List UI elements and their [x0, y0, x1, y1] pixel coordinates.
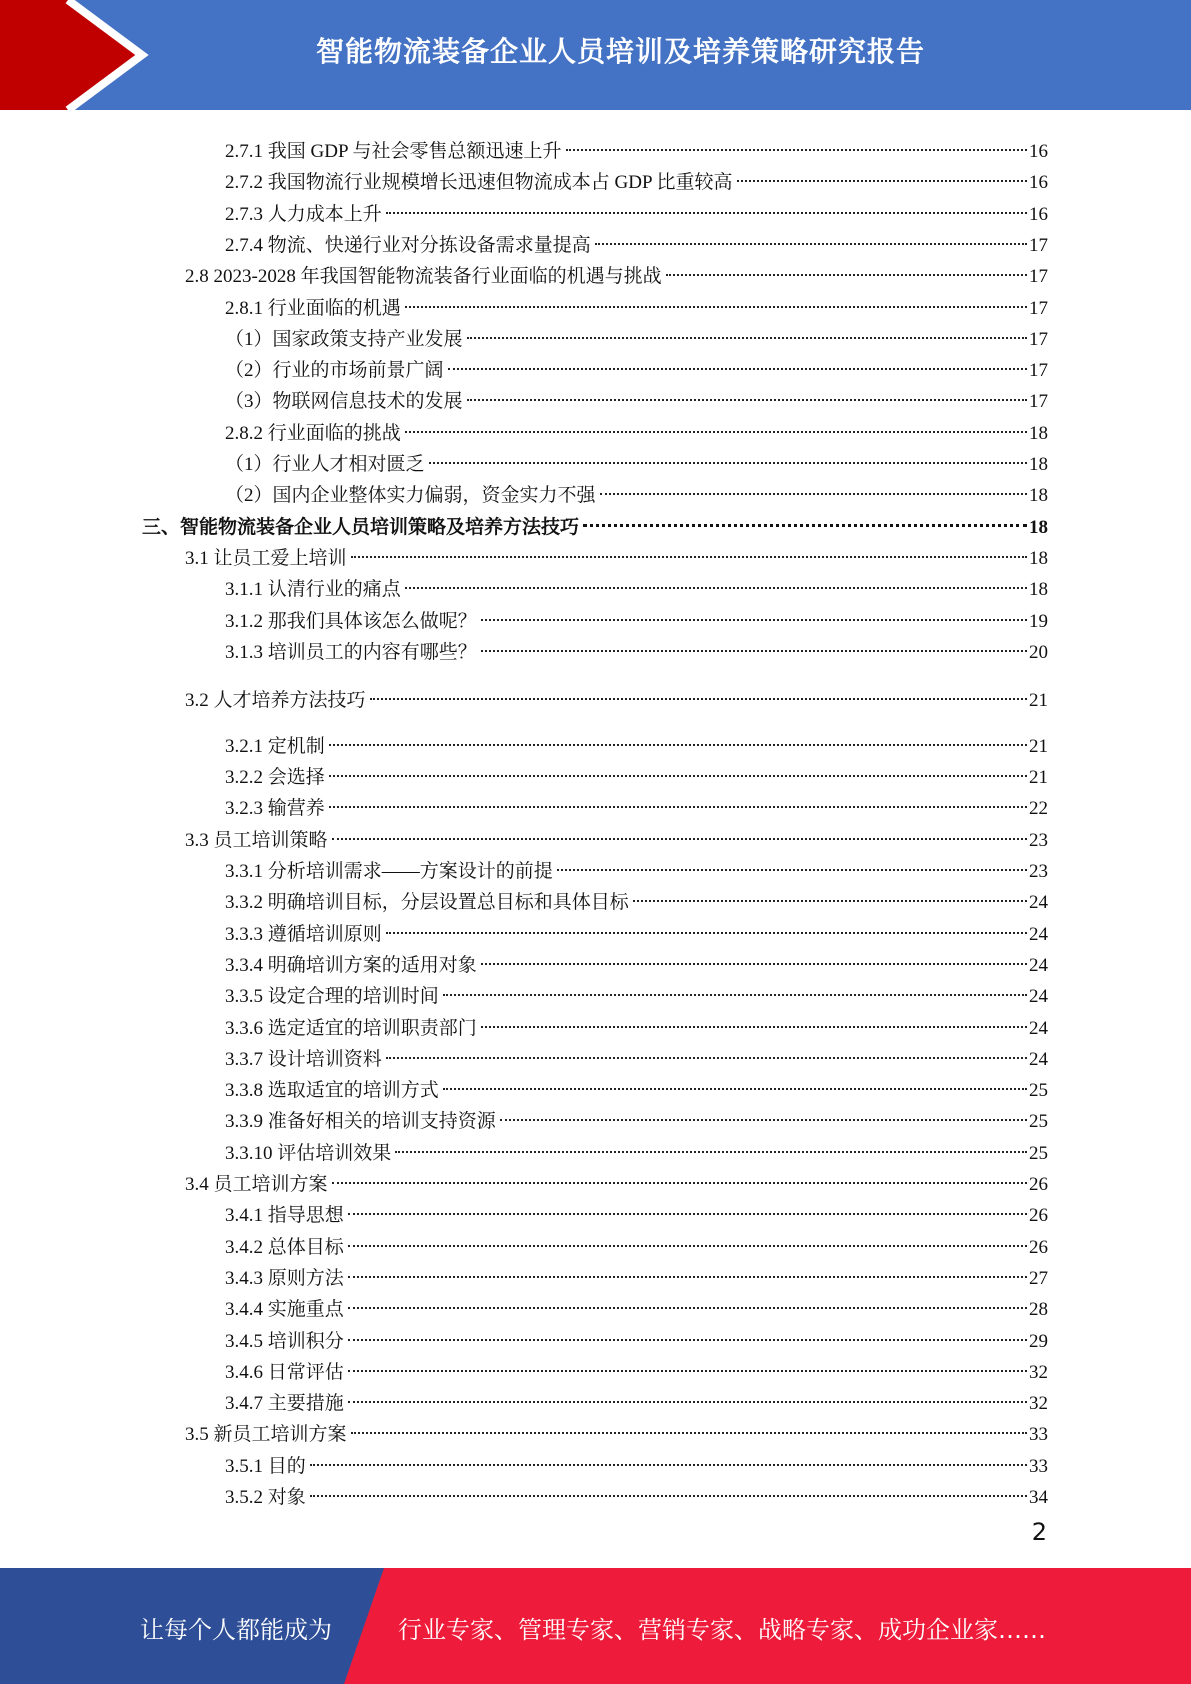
toc-entry-title: 3.2.3 输营养 — [225, 798, 325, 820]
toc-entry[interactable] — [225, 377, 1048, 413]
toc-entry[interactable] — [225, 315, 1048, 350]
toc-entry-page: 17 — [1029, 391, 1048, 413]
toc-entry[interactable] — [225, 1097, 1048, 1133]
toc-entry-title: 3.3.7 设计培训资料 — [225, 1048, 382, 1070]
toc-entry-page: 18 — [1029, 547, 1048, 569]
toc-entry[interactable] — [225, 1066, 1048, 1102]
toc-entry-page: 29 — [1029, 1330, 1048, 1352]
toc-dot-leader — [310, 1442, 1027, 1472]
toc-entry[interactable] — [225, 878, 1048, 914]
toc-dot-leader — [348, 1285, 1027, 1315]
toc-dot-leader — [448, 346, 1027, 376]
toc-dot-leader — [633, 878, 1027, 908]
toc-entry-title: 3.5 新员工培训方案 — [185, 1424, 347, 1446]
toc-entry[interactable] — [225, 628, 1048, 663]
toc-entry[interactable] — [225, 1348, 1048, 1383]
toc-entry[interactable] — [225, 471, 1048, 507]
toc-entry[interactable] — [225, 1442, 1048, 1477]
toc-dot-leader — [481, 941, 1027, 971]
toc-dot-leader — [386, 190, 1027, 220]
toc-entry-page: 26 — [1029, 1205, 1048, 1227]
toc-entry[interactable] — [225, 1317, 1048, 1352]
toc-dot-leader — [348, 1348, 1027, 1378]
toc-entry[interactable] — [225, 409, 1048, 444]
toc-entry-page: 21 — [1029, 735, 1048, 757]
report-header — [0, 0, 1191, 110]
toc-entry[interactable] — [225, 1379, 1048, 1415]
page-number: 2 — [1031, 1518, 1047, 1546]
toc-entry-title: （3）物联网信息技术的发展 — [225, 391, 463, 413]
toc-entry-title: 3.3.8 选取适宜的培训方式 — [225, 1080, 439, 1102]
slogan-footer — [0, 1568, 1191, 1684]
report-title: 智能物流装备企业人员培训及培养策略研究报告 — [315, 35, 925, 68]
toc-dot-leader — [370, 676, 1027, 706]
toc-entry-page: 25 — [1029, 1111, 1048, 1133]
toc-entry-page: 16 — [1029, 203, 1048, 225]
toc-dot-leader — [467, 315, 1027, 345]
toc-entry-title: 3.5.2 对象 — [225, 1487, 306, 1508]
toc-entry[interactable] — [185, 1160, 1048, 1195]
toc-entry-title: 2.7.4 物流、快递行业对分拣设备需求量提高 — [225, 234, 591, 256]
toc-entry-title: 3.3.5 设定合理的培训时间 — [225, 986, 439, 1008]
toc-dot-leader — [329, 784, 1027, 814]
toc-dot-leader — [405, 565, 1027, 595]
toc-entry[interactable] — [225, 1285, 1048, 1321]
toc-entry[interactable] — [225, 127, 1048, 162]
toc-entry-title: 2.7.1 我国 GDP 与社会零售总额迅速上升 — [225, 141, 562, 162]
toc-entry-page: 21 — [1029, 767, 1048, 789]
toc-dot-leader — [467, 377, 1027, 407]
toc-entry[interactable] — [225, 972, 1048, 1008]
toc-entry-title: 三、智能物流装备企业人员培训策略及培养方法技巧 — [142, 516, 580, 538]
toc-entry-title: 3.4.4 实施重点 — [225, 1299, 344, 1321]
toc-dot-leader — [348, 1223, 1027, 1253]
toc-entry-page: 17 — [1029, 360, 1048, 382]
toc-dot-leader — [481, 597, 1027, 627]
toc-entry-title: 3.5.1 目的 — [225, 1455, 306, 1477]
toc-dot-leader — [351, 534, 1027, 564]
toc-entry[interactable] — [185, 252, 1048, 288]
toc-entry[interactable] — [225, 158, 1048, 194]
toc-dot-leader — [666, 252, 1027, 282]
toc-entry-title: 3.4 员工培训方案 — [185, 1174, 328, 1195]
toc-entry-title: 3.2 人才培养方法技巧 — [185, 689, 366, 711]
toc-entry-page: 32 — [1029, 1393, 1048, 1415]
toc-entry-page: 33 — [1029, 1455, 1048, 1477]
toc-entry[interactable] — [185, 1410, 1048, 1446]
toc-dot-leader — [443, 972, 1027, 1002]
toc-entry[interactable] — [225, 753, 1048, 789]
toc-dot-leader — [429, 440, 1027, 470]
toc-dot-leader — [351, 1410, 1027, 1440]
toc-entry[interactable] — [185, 534, 1048, 569]
toc-entry[interactable] — [225, 910, 1048, 945]
toc-entry-page: 26 — [1029, 1174, 1048, 1195]
toc-dot-leader — [329, 753, 1027, 783]
toc-entry-page: 25 — [1029, 1080, 1048, 1102]
toc-entry[interactable] — [225, 1191, 1048, 1227]
toc-entry-title: 3.3.4 明确培训方案的适用对象 — [225, 954, 477, 976]
toc-entry[interactable] — [225, 1004, 1048, 1039]
toc-entry[interactable] — [225, 221, 1048, 256]
toc-entry-title: 3.1.2 那我们具体该怎么做呢？ — [225, 610, 477, 632]
toc-entry-page: 16 — [1029, 172, 1048, 194]
toc-entry-page: 17 — [1029, 266, 1048, 288]
toc-dot-leader — [595, 221, 1027, 251]
toc-entry-page: 20 — [1029, 641, 1048, 663]
toc-dot-leader — [348, 1379, 1027, 1409]
toc-entry-title: 2.7.2 我国物流行业规模增长迅速但物流成本占 GDP 比重较高 — [225, 172, 733, 194]
toc-entry-title: （1）行业人才相对匮乏 — [225, 454, 425, 475]
toc-entry-title: 3.3 员工培训策略 — [185, 829, 328, 851]
toc-entry-title: 3.3.9 准备好相关的培训支持资源 — [225, 1111, 496, 1133]
toc-entry-title: 3.2.1 定机制 — [225, 735, 325, 757]
toc-entry[interactable] — [225, 1223, 1048, 1258]
toc-dot-leader — [310, 1473, 1027, 1503]
toc-entry[interactable] — [225, 722, 1048, 757]
toc-entry-title: 2.8.1 行业面临的机遇 — [225, 297, 401, 319]
toc-dot-leader — [600, 471, 1027, 501]
toc-entry-page: 18 — [1029, 454, 1048, 475]
toc-entry-page: 26 — [1029, 1236, 1048, 1258]
toc-entry-page: 24 — [1029, 892, 1048, 914]
toc-dot-leader — [583, 503, 1027, 533]
toc-entry-title: 3.2.2 会选择 — [225, 767, 325, 789]
toc-dot-leader — [386, 910, 1027, 940]
toc-dot-leader — [348, 1317, 1027, 1347]
toc-entry-page: 23 — [1029, 829, 1048, 851]
toc-dot-leader — [557, 847, 1027, 877]
toc-entry-title: 3.4.5 培训积分 — [225, 1330, 344, 1352]
footer-slogan-prefix: 让每个人都能成为 — [140, 1616, 332, 1644]
toc-entry-title: （2）行业的市场前景广阔 — [225, 360, 444, 382]
toc-entry-page: 27 — [1029, 1267, 1048, 1289]
toc-entry-title: 3.4.3 原则方法 — [225, 1267, 344, 1289]
toc-entry-page: 23 — [1029, 861, 1048, 882]
toc-entry[interactable] — [225, 346, 1048, 382]
toc-entry[interactable] — [185, 676, 1048, 711]
toc-entry-title: （1）国家政策支持产业发展 — [225, 328, 463, 350]
toc-entry-page: 19 — [1029, 610, 1048, 632]
footer-slogan-roles: 行业专家、管理专家、营销专家、战略专家、成功企业家…… — [398, 1616, 1046, 1644]
toc-entry-page: 33 — [1029, 1424, 1048, 1446]
toc-entry-title: 3.3.6 选定适宜的培训职责部门 — [225, 1017, 477, 1039]
toc-entry[interactable] — [185, 816, 1048, 851]
toc-entry-page: 24 — [1029, 1017, 1048, 1039]
toc-dot-leader — [329, 722, 1027, 752]
toc-entry-title: 3.3.10 评估培训效果 — [225, 1142, 392, 1164]
toc-dot-leader — [348, 1191, 1027, 1221]
toc-entry-page: 17 — [1029, 328, 1048, 350]
toc-entry-page: 17 — [1029, 297, 1048, 319]
toc-entry-title: 3.1.3 培训员工的内容有哪些？ — [225, 641, 477, 663]
toc-dot-leader — [481, 1004, 1027, 1034]
toc-entry-page: 18 — [1029, 516, 1048, 538]
toc-entry[interactable] — [225, 847, 1048, 882]
toc-dot-leader — [500, 1097, 1027, 1127]
toc-entry-page: 21 — [1029, 689, 1048, 711]
toc-entry[interactable] — [225, 1035, 1048, 1070]
toc-entry-page: 24 — [1029, 1048, 1048, 1070]
toc-entry-page: 24 — [1029, 923, 1048, 945]
toc-entry-title: 3.3.2 明确培训目标，分层设置总目标和具体目标 — [225, 892, 629, 914]
toc-entry-title: 2.8.2 行业面临的挑战 — [225, 422, 401, 444]
toc-entry-page: 24 — [1029, 954, 1048, 976]
toc-entry-title: 3.1 让员工爱上培训 — [185, 547, 347, 569]
toc-entry-page: 22 — [1029, 798, 1048, 820]
toc-entry[interactable] — [225, 1254, 1048, 1289]
toc-entry-page: 17 — [1029, 234, 1048, 256]
toc-dot-leader — [332, 816, 1027, 846]
toc-entry-page: 18 — [1029, 579, 1048, 601]
toc-entry-page: 16 — [1029, 141, 1048, 162]
toc-dot-leader — [395, 1129, 1027, 1159]
toc-entry[interactable] — [225, 784, 1048, 820]
toc-entry[interactable] — [225, 941, 1048, 976]
toc-dot-leader — [443, 1066, 1027, 1096]
toc-entry-title: 3.4.1 指导思想 — [225, 1205, 344, 1227]
toc-entry[interactable] — [225, 1129, 1048, 1164]
toc-dot-leader — [348, 1254, 1027, 1284]
toc-entry[interactable] — [225, 190, 1048, 225]
toc-dot-leader — [566, 127, 1027, 157]
toc-entry[interactable] — [225, 284, 1048, 319]
toc-entry-page: 32 — [1029, 1361, 1048, 1383]
red-arrow-decoration — [0, 0, 160, 110]
toc-entry-page: 34 — [1029, 1487, 1048, 1508]
toc-entry-title: 3.4.7 主要措施 — [225, 1393, 344, 1415]
toc-entry-title: 3.4.6 日常评估 — [225, 1361, 344, 1383]
toc-dot-leader — [386, 1035, 1027, 1065]
toc-entry[interactable] — [225, 440, 1048, 475]
toc-dot-leader — [405, 284, 1027, 314]
toc-entry-page: 25 — [1029, 1142, 1048, 1164]
toc-dot-leader — [481, 628, 1027, 658]
toc-dot-leader — [405, 409, 1027, 439]
toc-entry-title: 2.8 2023-2028 年我国智能物流装备行业面临的机遇与挑战 — [185, 266, 662, 288]
toc-entry-title: 3.3.3 遵循培训原则 — [225, 923, 382, 945]
toc-dot-leader — [332, 1160, 1027, 1190]
toc-entry-title: （2）国内企业整体实力偏弱，资金实力不强 — [225, 485, 596, 507]
toc-entry[interactable] — [225, 565, 1048, 601]
toc-entry-title: 3.4.2 总体目标 — [225, 1236, 344, 1258]
toc-entry-title: 3.1.1 认清行业的痛点 — [225, 579, 401, 601]
toc-entry-title: 3.3.1 分析培训需求——方案设计的前提 — [225, 861, 553, 882]
toc-entry-title: 2.7.3 人力成本上升 — [225, 203, 382, 225]
toc-dot-leader — [737, 158, 1027, 188]
toc-entry-page: 18 — [1029, 485, 1048, 507]
toc-entry-page: 28 — [1029, 1299, 1048, 1321]
toc-entry[interactable] — [142, 503, 1048, 538]
toc-entry-page: 24 — [1029, 986, 1048, 1008]
toc-entry[interactable] — [225, 1473, 1048, 1508]
toc-entry[interactable] — [225, 597, 1048, 632]
toc-entry-page: 18 — [1029, 422, 1048, 444]
